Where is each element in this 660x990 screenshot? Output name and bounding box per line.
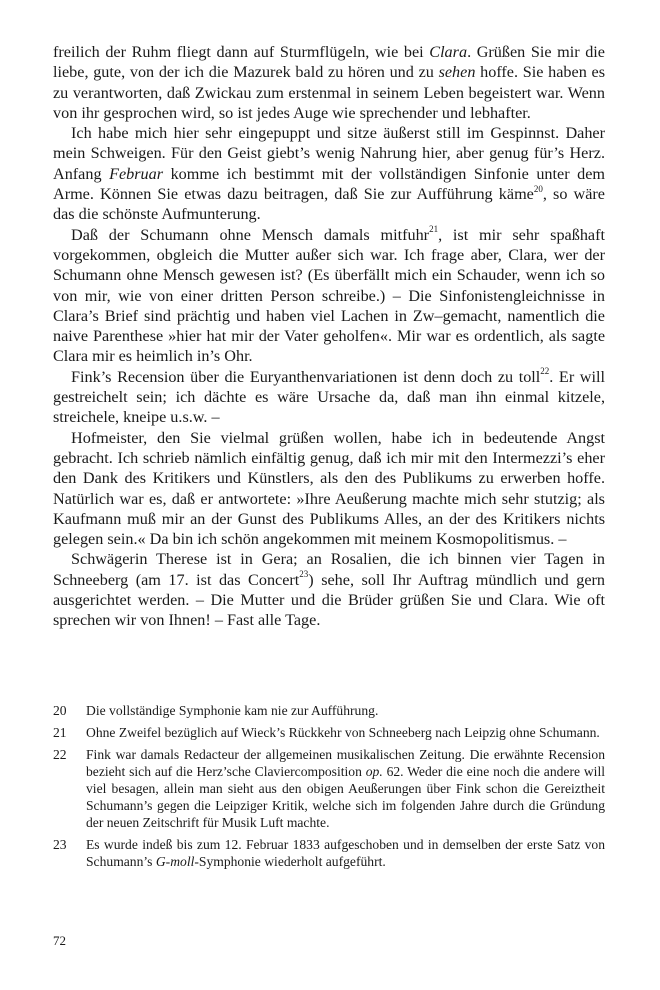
footnote-text: Die vollständige Symphonie kam nie zur Aufführung. (86, 703, 379, 718)
paragraph-6: Schwägerin Therese ist in Gera; an Rosalien, die ich binnen vier Tagen in Schneeberg (am 17. ist das Concert$^{23}$) sehe, soll Ihr Auftrag mündlich und gern ausgerichtet werden. – Die Mutter und die Brüder grüßen Sie und Clara. Wie oft sprechen wir von Ihnen! – Fast alle Tage. (53, 550, 605, 630)
paragraph-1: freilich der Ruhm fliegt dann auf Sturmflügeln, wie bei Clara. Grüßen Sie mir die liebe, gute, von der ich die Mazurek bald zu hören und zu sehen hoffe. Sie haben es zu verantworten, daß Zwickau zum erstenmal in seinem Leben begeistert war. Wenn von ihr gesprochen wird, so ist jedes Auge wie sprechender und lebhafter. (53, 43, 605, 122)
footnote-text: Fink war damals Redacteur der allgemeinen musikalischen Zeitung. Die erwähnte Recension bezieht sich auf die Herz’sche Claviercomposition op. 62. Weder die eine noch die andere will viel besagen, allein man sieht aus den obigen Aeußerungen über Fink schon die Gereiztheit Schumann’s gegen die Leipziger Kritik, welche sich im folgenden Jahre durch die Gründung der neuen Zeitschrift für Musik Luft machte. (86, 747, 605, 830)
footnote-number: 20 (53, 703, 67, 718)
footnotes (53, 702, 605, 875)
footnote-ref-23[interactable]: 23 (299, 569, 309, 580)
footnote-ref-21[interactable]: 21 (429, 224, 439, 235)
footnote-ref-20[interactable]: 20 (533, 183, 543, 194)
footnote-20 (53, 702, 605, 719)
paragraph-2: Ich habe mich hier sehr eingepuppt und sitze äußerst still im Gespinnst. Daher mein Schweigen. Für den Geist giebt’s wenig Nahrung hier, aber genug für’s Herz. Anfang Februar komme ich bestimmt mit der vollständigen Sinfonie unter dem Arme. Können Sie etwas dazu beitragen, daß Sie zur Aufführung käme$^{20}$, so wäre das die schönste Aufmunterung. (53, 124, 605, 224)
paragraph-5: Hofmeister, den Sie vielmal grüßen wollen, habe ich in bedeutende Angst gebracht. Ich schrieb nämlich einfältig genug, daß ich mir mit den Intermezzi’s eher den Dank des Kritikers und Künstlers, als den des Publikums zu erwerben hoffe. Natürlich war es, daß er antwortete: »Ihre Aeußerung machte mich sehr stutzig; als Kaufmann muß mir an der Gunst des Publikums Alles, an der des Kritikers nichts gelegen sein.« Da bin ich schön angekommen mit meinem Kosmopolitismus. – (53, 428, 605, 549)
footnote-21 (53, 724, 605, 741)
paragraph-3: Daß der Schumann ohne Mensch damals mitfuhr$^{21}$, ist mir sehr spaßhaft vorgekommen, obgleich die Mutter außer sich war. Ich frage aber, Clara, wer der Schumann ohne Mensch gewesen ist? (Es überfällt mich ein Schauder, wenn ich so von mir, wie von einer dritten Person schreibe.) – Die Sinfonistengleichnisse in Clara’s Brief sind prächtig und haben viel Lachen in Zw–gemacht, namentlich die naive Parenthese »hier hat mir der Vater geholfen«. Mir war es ordentlich, als sagte Clara mir es heimlich in’s Ohr. (53, 224, 605, 366)
main-text (53, 42, 605, 631)
footnote-text: Ohne Zweifel bezüglich auf Wieck’s Rückkehr von Schneeberg nach Leipzig ohne Schumann. (86, 725, 600, 740)
footnote-number: 22 (53, 747, 67, 762)
footnote-number: 23 (53, 837, 67, 852)
footnote-23 (53, 836, 605, 870)
footnote-number: 21 (53, 725, 67, 740)
paragraph-4: Fink’s Recension über die Euryanthenvariationen ist denn doch zu toll$^{22}$. Er will gestreichelt sein; ich dächte es wäre Ursache da, daß man ihn einmal kitzele, streichele, kneipe u.s.w. – (53, 366, 605, 427)
page-number: 72 (53, 933, 66, 948)
footnote-22 (53, 746, 605, 831)
footnote-text: Es wurde indeß bis zum 12. Februar 1833 aufgeschoben und in demselben der erste Satz von Schumann’s G-moll-Symphonie wiederholt aufgeführt. (86, 837, 605, 869)
footnote-ref-22[interactable]: 22 (540, 366, 550, 377)
